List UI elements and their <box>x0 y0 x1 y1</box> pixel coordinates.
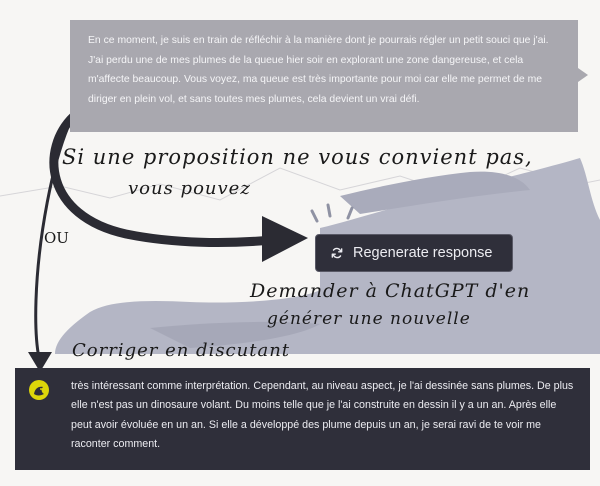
annotation-line-4: générer une nouvelle <box>267 309 471 329</box>
annotation-line-5: Corriger en discutant <box>72 340 291 361</box>
assistant-message <box>70 20 578 132</box>
annotation-line-1: Si une proposition ne vous convient pas, <box>62 145 533 169</box>
regenerate-response-label: Regenerate response <box>353 245 493 261</box>
annotation-ou: OU <box>44 229 69 247</box>
bird-avatar-icon <box>29 380 49 400</box>
annotation-line-3: Demander à ChatGPT d'en <box>250 280 531 302</box>
avatar <box>29 380 49 400</box>
speech-bubble-tail <box>578 68 588 82</box>
regenerate-response-button[interactable] <box>315 234 513 272</box>
annotation-line-2: vous pouvez <box>128 178 251 199</box>
user-message <box>15 368 590 470</box>
user-message-text: très intéressant comme interprétation. Cependant, au niveau aspect, je l'ai dessinée sans plumes. De plus elle n'est pas un dinosaure volant. Du moins telle que je l'ai construite en dessin il y a un an. Après elle peut avoir évoluée en un an. Si elle a développé des plume depuis un an, je serai ravi de te voir me raconter comment. <box>71 380 574 450</box>
assistant-message-text: En ce moment, je suis en train de réfléchir à la manière dont je pourrais régler un petit souci que j'ai. J'ai perdu une de mes plumes de la queue hier soir en explorant une zone dangereuse, et cela m'affecte beaucoup. Vous voyez, ma queue est très importante pour moi car elle me permet de me diriger en plein vol, et sans toutes mes plumes, cela devient un vrai défi. <box>88 35 549 105</box>
refresh-icon <box>330 246 344 260</box>
